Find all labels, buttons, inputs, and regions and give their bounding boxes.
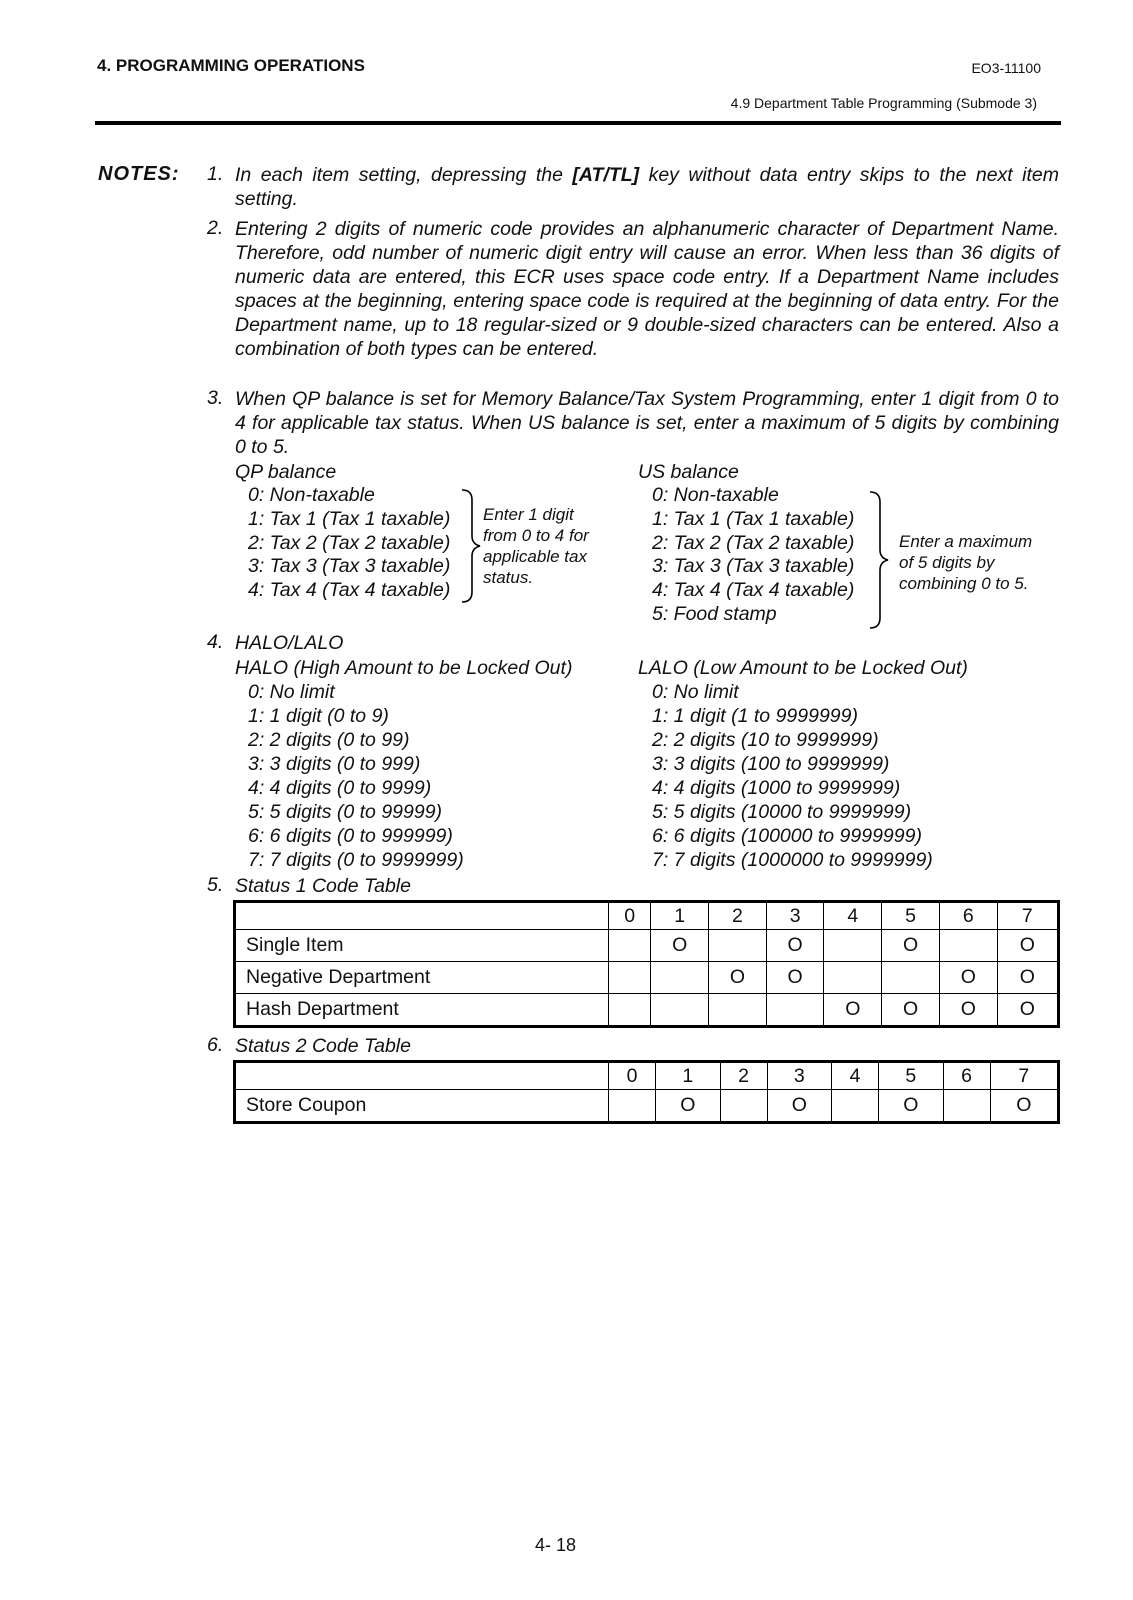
column-header: 2 (709, 902, 767, 930)
us-note-line: combining 0 to 5. (899, 574, 1029, 593)
table-cell (609, 1090, 656, 1123)
document-id: EO3-11100 (971, 60, 1041, 76)
qp-item: 3: Tax 3 (Tax 3 taxable) (248, 555, 451, 577)
table-cell: O (997, 962, 1058, 994)
halo-title: HALO (High Amount to be Locked Out) (235, 657, 573, 679)
us-item: 4: Tax 4 (Tax 4 taxable) (652, 579, 855, 601)
table-row (235, 930, 1059, 962)
table-cell: O (879, 1090, 943, 1123)
lalo-item: 3: 3 digits (100 to 9999999) (652, 753, 890, 775)
qp-brace-icon (460, 488, 478, 604)
header-rule (95, 121, 1061, 125)
row-label: Hash Department (235, 994, 609, 1027)
note-1-key: [AT/TL] (572, 164, 640, 186)
qp-note-line: Enter 1 digit (483, 505, 574, 524)
note-1-number: 1. (207, 163, 224, 185)
table-cell (943, 1090, 990, 1123)
column-header: 0 (609, 1062, 656, 1090)
note-3-text: When QP balance is set for Memory Balance/Tax System Programming, enter 1 digit from 0 to 4 for applicable tax status. When US balance is set, enter a maximum of 5 digits by combining 0 to 5. (235, 388, 1059, 458)
table-cell (709, 994, 767, 1027)
column-header: 6 (943, 1062, 990, 1090)
column-header: 1 (651, 902, 709, 930)
column-header: 3 (767, 1062, 831, 1090)
column-header: 4 (824, 902, 882, 930)
halo-item: 5: 5 digits (0 to 99999) (248, 801, 443, 823)
column-header: 5 (882, 902, 940, 930)
table-cell (709, 930, 767, 962)
page-number: 4- 18 (535, 1535, 577, 1555)
status-2-title: Status 2 Code Table (235, 1035, 411, 1057)
table-cell (882, 962, 940, 994)
table-cell: O (997, 994, 1058, 1027)
note-4-number: 4. (207, 631, 224, 653)
table-cell: O (939, 962, 997, 994)
qp-note (483, 504, 589, 588)
status-2-table (233, 1060, 1060, 1124)
notes-label: NOTES: (98, 163, 180, 185)
qp-note-line: from 0 to 4 for (483, 526, 589, 545)
table-cell: O (766, 930, 824, 962)
table-row (235, 1090, 1059, 1123)
table-cell (609, 962, 651, 994)
row-label: Negative Department (235, 962, 609, 994)
status-1-table (233, 900, 1060, 1028)
column-header: 4 (832, 1062, 879, 1090)
us-brace-icon (868, 490, 886, 630)
halo-item: 6: 6 digits (0 to 999999) (248, 825, 453, 847)
table-cell (720, 1090, 767, 1123)
halo-item: 3: 3 digits (0 to 999) (248, 753, 421, 775)
column-header: 7 (997, 902, 1058, 930)
qp-note-line: status. (483, 568, 534, 587)
note-1-post: key without data entry skips to the next item setting. (235, 164, 1059, 210)
table-cell (651, 994, 709, 1027)
table-cell (832, 1090, 879, 1123)
table-cell: O (824, 994, 882, 1027)
lalo-item: 5: 5 digits (10000 to 9999999) (652, 801, 912, 823)
note-2-number: 2. (207, 217, 224, 239)
qp-item: 2: Tax 2 (Tax 2 taxable) (248, 532, 451, 554)
table-cell (651, 962, 709, 994)
table-row (235, 994, 1059, 1027)
table-cell: O (882, 994, 940, 1027)
table-cell (824, 930, 882, 962)
halo-lalo-title: HALO/LALO (235, 632, 344, 654)
column-header: 5 (879, 1062, 943, 1090)
table-corner-cell (235, 1062, 609, 1090)
lalo-item: 2: 2 digits (10 to 9999999) (652, 729, 879, 751)
us-note-line: of 5 digits by (899, 553, 995, 572)
us-note-line: Enter a maximum (899, 532, 1033, 551)
us-item: 1: Tax 1 (Tax 1 taxable) (652, 508, 855, 530)
table-cell: O (766, 962, 824, 994)
column-header: 0 (609, 902, 651, 930)
halo-item: 2: 2 digits (0 to 99) (248, 729, 410, 751)
table-cell: O (990, 1090, 1058, 1123)
table-cell (609, 930, 651, 962)
table-cell: O (939, 994, 997, 1027)
lalo-item: 6: 6 digits (100000 to 9999999) (652, 825, 922, 847)
table-header-row (235, 1062, 1059, 1090)
us-item: 0: Non-taxable (652, 484, 779, 506)
table-cell: O (767, 1090, 831, 1123)
status-1-title: Status 1 Code Table (235, 875, 411, 897)
qp-item: 4: Tax 4 (Tax 4 taxable) (248, 579, 451, 601)
lalo-item: 1: 1 digit (1 to 9999999) (652, 705, 858, 727)
table-cell: O (656, 1090, 720, 1123)
note-5-number: 5. (207, 874, 224, 896)
table-cell (939, 930, 997, 962)
us-item: 2: Tax 2 (Tax 2 taxable) (652, 532, 855, 554)
table-cell: O (709, 962, 767, 994)
column-header: 6 (939, 902, 997, 930)
table-header-row (235, 902, 1059, 930)
halo-item: 7: 7 digits (0 to 9999999) (248, 849, 464, 871)
note-1-text (235, 163, 1059, 211)
table-cell (824, 962, 882, 994)
section-title: 4. PROGRAMMING OPERATIONS (97, 56, 365, 75)
note-1-pre: In each item setting, depressing the (235, 164, 573, 186)
subsection-title: 4.9 Department Table Programming (Submode 3) (730, 95, 1037, 111)
table-cell (609, 994, 651, 1027)
table-row (235, 962, 1059, 994)
column-header: 3 (766, 902, 824, 930)
lalo-item: 7: 7 digits (1000000 to 9999999) (652, 849, 933, 871)
halo-item: 0: No limit (248, 681, 335, 703)
column-header: 7 (990, 1062, 1058, 1090)
note-6-number: 6. (207, 1034, 224, 1056)
qp-balance-title: QP balance (235, 461, 337, 483)
table-cell (766, 994, 824, 1027)
column-header: 2 (720, 1062, 767, 1090)
qp-item: 0: Non-taxable (248, 484, 375, 506)
note-3-number: 3. (207, 387, 224, 409)
note-2-text: Entering 2 digits of numeric code provides an alphanumeric character of Department Name. Therefore, odd number of numeric digit entry will cause an error. When less than 36 digits of numeric data are entered, this ECR uses space code entry. If a Department Name includes spaces at the beginning, entering space code is required at the beginning of data entry. For the Department name, up to 18 regular-sized or 9 double-sized characters can be entered. Also a combination of both types can be entered. (235, 218, 1059, 360)
lalo-item: 0: No limit (652, 681, 739, 703)
us-item: 5: Food stamp (652, 603, 777, 625)
us-note (899, 531, 1032, 594)
us-balance-title: US balance (638, 461, 739, 483)
table-cell: O (882, 930, 940, 962)
halo-item: 1: 1 digit (0 to 9) (248, 705, 389, 727)
qp-note-line: applicable tax (483, 547, 587, 566)
row-label: Single Item (235, 930, 609, 962)
table-cell: O (997, 930, 1058, 962)
column-header: 1 (656, 1062, 720, 1090)
lalo-item: 4: 4 digits (1000 to 9999999) (652, 777, 901, 799)
halo-item: 4: 4 digits (0 to 9999) (248, 777, 432, 799)
lalo-title: LALO (Low Amount to be Locked Out) (638, 657, 968, 679)
table-cell: O (651, 930, 709, 962)
row-label: Store Coupon (235, 1090, 609, 1123)
qp-item: 1: Tax 1 (Tax 1 taxable) (248, 508, 451, 530)
us-item: 3: Tax 3 (Tax 3 taxable) (652, 555, 855, 577)
table-corner-cell (235, 902, 609, 930)
